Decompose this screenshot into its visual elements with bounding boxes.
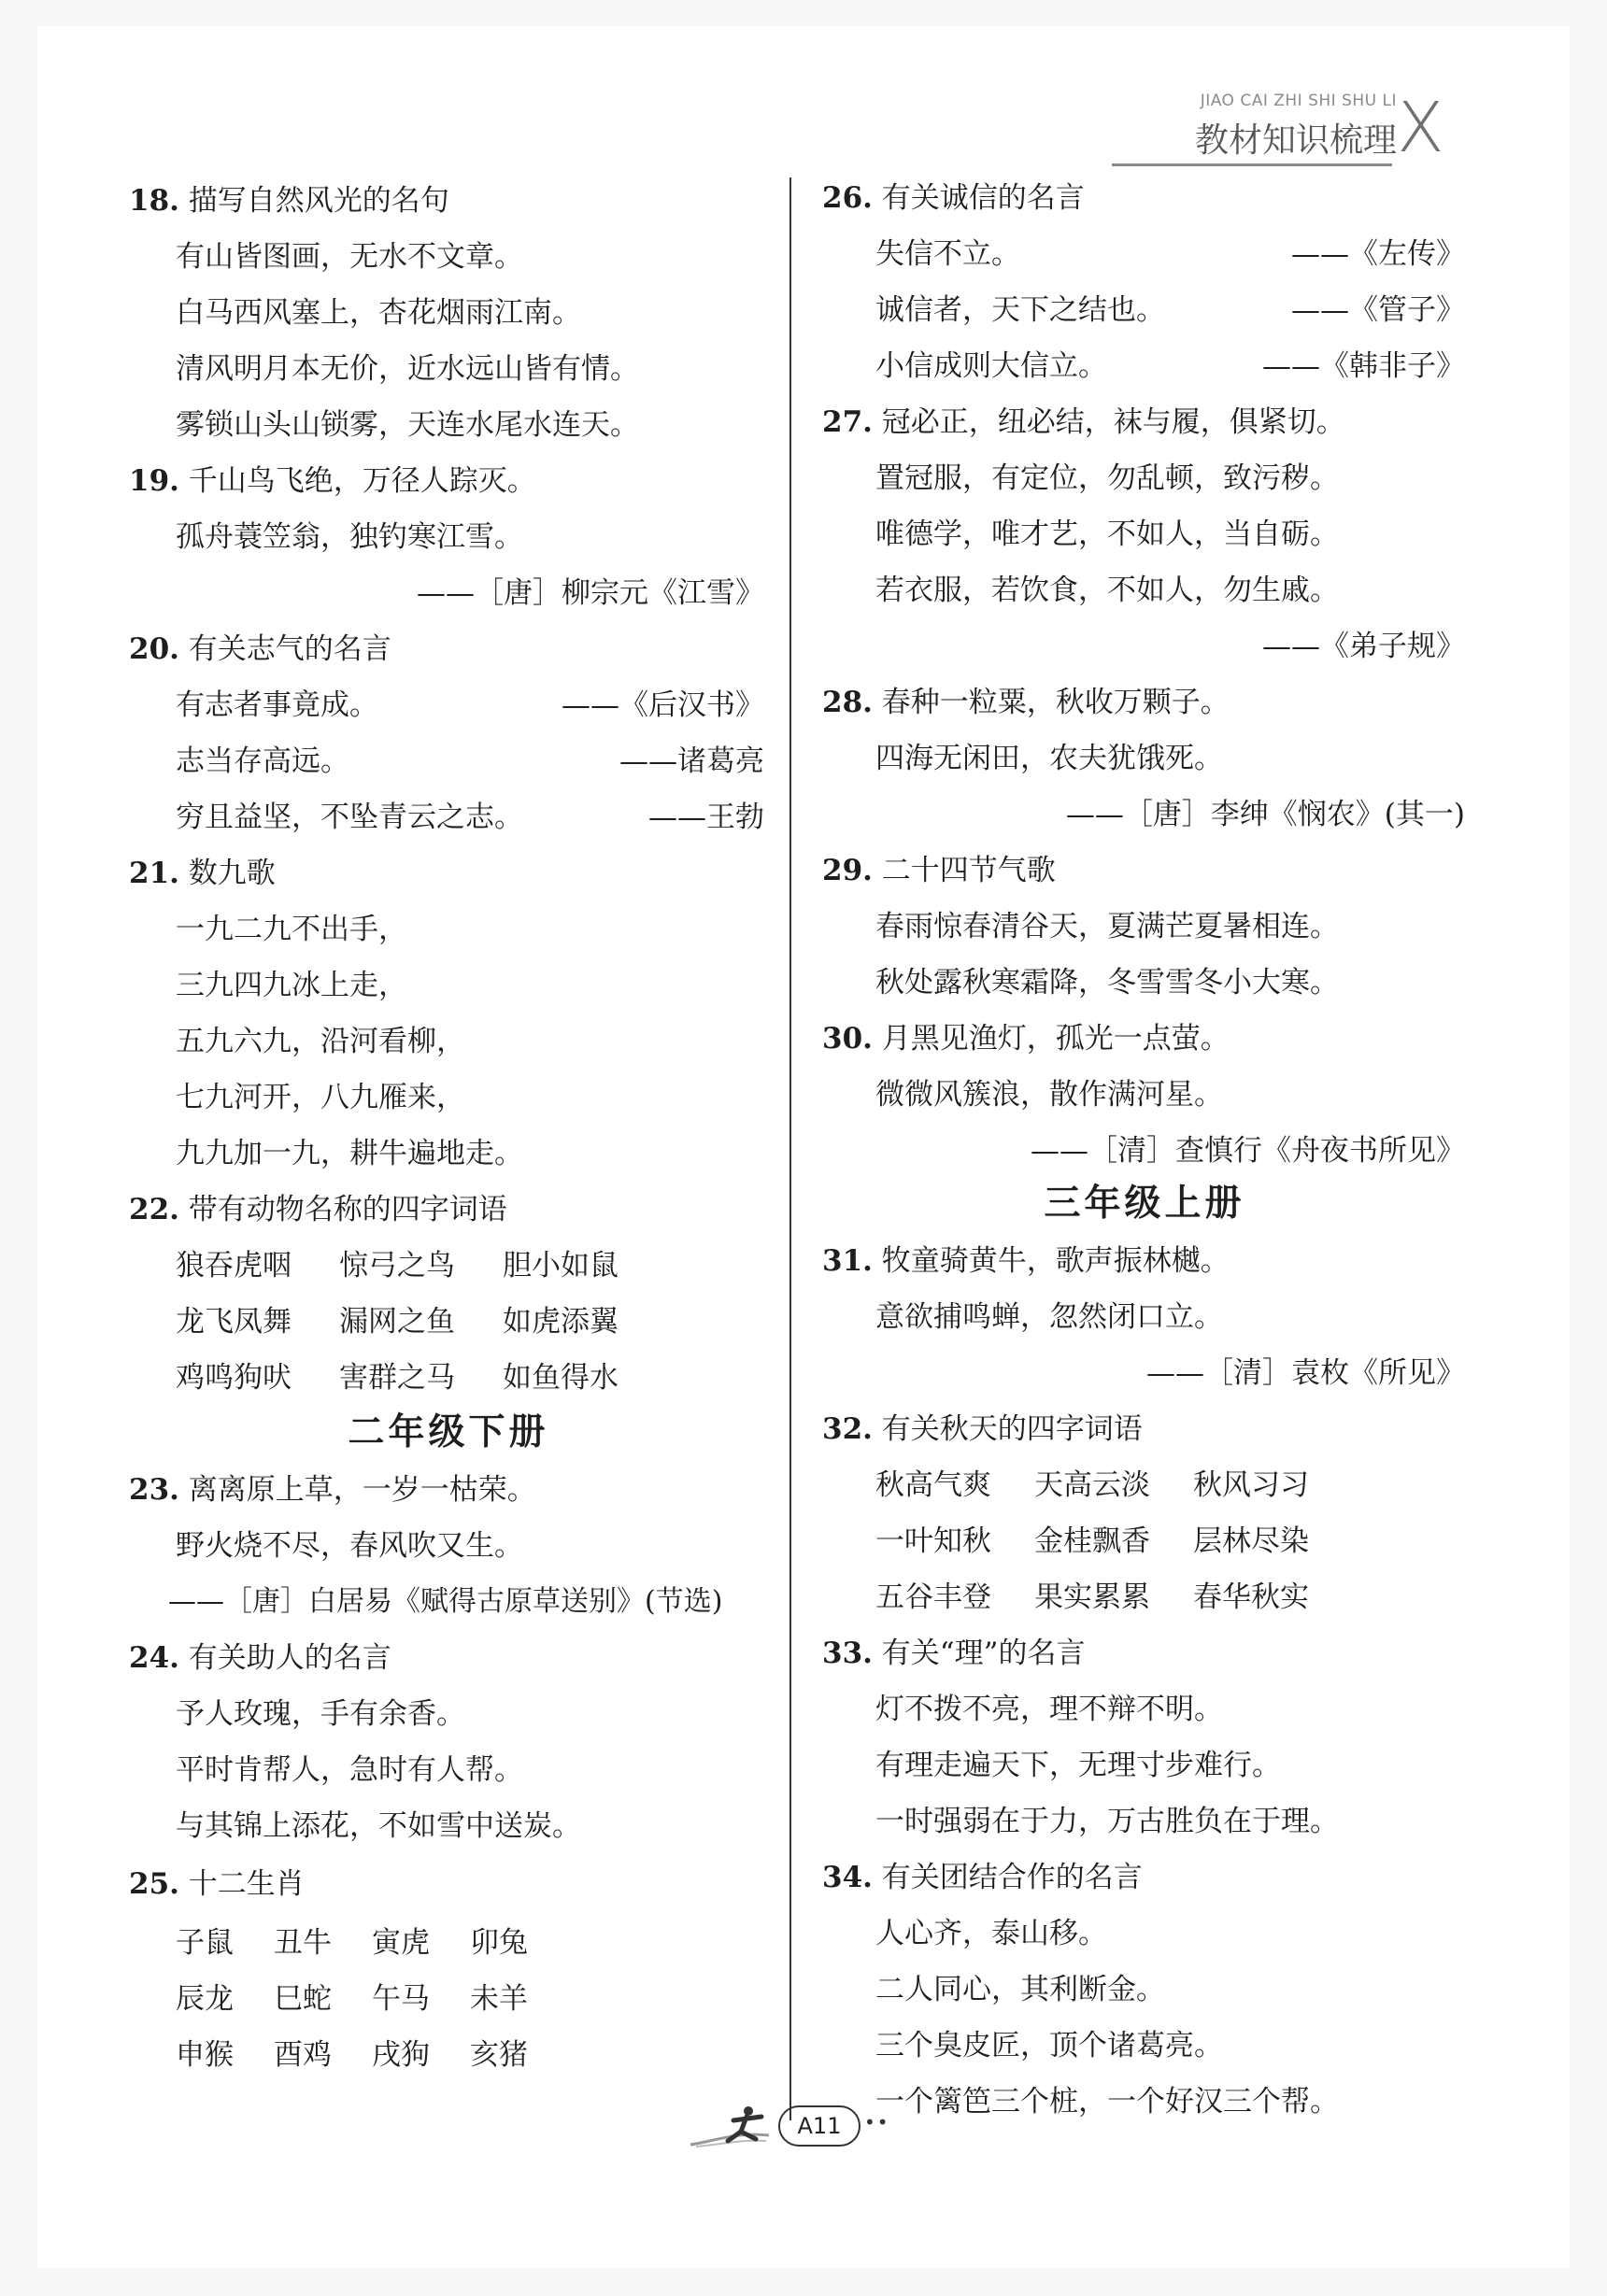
text-line: 秋处露秋寒霜降，冬雪雪冬小大寒。 bbox=[875, 966, 1339, 999]
word-cell: 层林尽染 bbox=[1193, 1524, 1309, 1558]
text-line: 有志者事竟成。 bbox=[176, 688, 378, 722]
source-citation: ——诸葛亮 bbox=[619, 744, 764, 778]
item-heading: 34. 有关团结合作的名言 bbox=[822, 1861, 1143, 1894]
word-cell: 春华秋实 bbox=[1193, 1580, 1309, 1614]
item-heading: 30. 月黑见渔灯，孤光一点萤。 bbox=[822, 1022, 1230, 1056]
text-line: 四海无闲田，农夫犹饿死。 bbox=[875, 742, 1223, 775]
text-line: 置冠服，有定位，勿乱顿，致污秽。 bbox=[875, 461, 1339, 495]
source-citation: ——《左传》 bbox=[1291, 237, 1465, 271]
text-line: 志当存高远。 bbox=[176, 744, 349, 778]
word-cell: 子鼠 bbox=[176, 1926, 234, 1960]
text-line: 平时肯帮人，急时有人帮。 bbox=[176, 1753, 523, 1787]
word-cell: 巳蛇 bbox=[274, 1982, 332, 2016]
item-heading: 26. 有关诚信的名言 bbox=[822, 181, 1085, 215]
word-cell: 如虎添翼 bbox=[503, 1305, 619, 1339]
page-number-area bbox=[687, 2104, 930, 2150]
source-citation: ——《弟子规》 bbox=[1262, 630, 1465, 663]
word-cell: 害群之马 bbox=[339, 1361, 455, 1395]
word-cell: 寅虎 bbox=[372, 1926, 430, 1960]
source-citation: ——王勃 bbox=[648, 801, 764, 834]
text-line: 有理走遍天下，无理寸步难行。 bbox=[875, 1749, 1281, 1782]
text-line: 诚信者，天下之结也。 bbox=[875, 293, 1165, 327]
text-line: 微微风簇浪，散作满河星。 bbox=[875, 1078, 1223, 1112]
header-letter: X bbox=[1397, 88, 1444, 168]
item-heading: 25. 十二生肖 bbox=[129, 1867, 305, 1901]
text-line: 三九四九冰上走， bbox=[176, 969, 407, 1002]
word-cell: 漏网之鱼 bbox=[339, 1305, 455, 1339]
section-heading: 二年级下册 bbox=[348, 1411, 549, 1453]
text-line: 三个臭皮匠，顶个诸葛亮。 bbox=[875, 2029, 1223, 2062]
header-rule bbox=[1112, 163, 1392, 166]
text-line: 五九六九，沿河看柳， bbox=[176, 1025, 465, 1058]
word-cell: 胆小如鼠 bbox=[503, 1249, 619, 1283]
text-line: 穷且益坚，不坠青云之志。 bbox=[176, 801, 523, 834]
word-cell: 秋高气爽 bbox=[875, 1468, 991, 1502]
word-cell: 辰龙 bbox=[176, 1982, 234, 2016]
text-line: 七九河开，八九雁来， bbox=[176, 1081, 465, 1114]
text-line: 一时强弱在于力，万古胜负在于理。 bbox=[875, 1805, 1339, 1838]
page-number: A11 bbox=[778, 2105, 860, 2147]
source-citation: ——《韩非子》 bbox=[1262, 349, 1465, 383]
text-line: 野火烧不尽，春风吹又生。 bbox=[176, 1529, 523, 1563]
item-heading: 18. 描写自然风光的名句 bbox=[129, 184, 449, 218]
item-heading: 23. 离离原上草，一岁一枯荣。 bbox=[129, 1473, 536, 1507]
text-line: 春雨惊春清谷天，夏满芒夏暑相连。 bbox=[875, 910, 1339, 943]
word-cell: 戌狗 bbox=[372, 2038, 430, 2072]
word-cell: 果实累累 bbox=[1034, 1580, 1150, 1614]
page-dots: •• bbox=[864, 2111, 890, 2133]
source-citation: ——《管子》 bbox=[1291, 293, 1465, 327]
text-line: 灯不拨不亮，理不辩不明。 bbox=[875, 1693, 1223, 1726]
item-heading: 24. 有关助人的名言 bbox=[129, 1641, 391, 1675]
text-line: 清风明月本无价，近水远山皆有情。 bbox=[176, 352, 639, 386]
text-line: 白马西风塞上，杏花烟雨江南。 bbox=[176, 296, 581, 330]
column-divider bbox=[789, 177, 791, 2120]
text-line: 唯德学，唯才艺，不如人，当自砺。 bbox=[875, 517, 1339, 551]
text-line: 小信成则大信立。 bbox=[875, 349, 1107, 383]
item-heading: 27. 冠必正，纽必结，袜与履，俱紧切。 bbox=[822, 405, 1345, 439]
text-line: 与其锦上添花，不如雪中送炭。 bbox=[176, 1809, 581, 1843]
word-cell: 未羊 bbox=[470, 1982, 528, 2016]
item-heading: 32. 有关秋天的四字词语 bbox=[822, 1412, 1143, 1446]
text-line: 雾锁山头山锁雾，天连水尾水连天。 bbox=[176, 408, 639, 442]
source-citation: ——［唐］李绅《悯农》(其一) bbox=[1065, 798, 1465, 831]
section-heading: 三年级上册 bbox=[1044, 1183, 1245, 1225]
source-citation: ——《后汉书》 bbox=[562, 688, 764, 722]
header-title: 教材知识梳理 bbox=[1194, 121, 1397, 160]
word-cell: 五谷丰登 bbox=[875, 1580, 991, 1614]
word-cell: 丑牛 bbox=[274, 1926, 332, 1960]
text-line: 失信不立。 bbox=[875, 237, 1020, 271]
word-cell: 亥猪 bbox=[470, 2038, 528, 2072]
text-line: 有山皆图画，无水不文章。 bbox=[176, 240, 523, 274]
word-cell: 秋风习习 bbox=[1193, 1468, 1309, 1502]
text-line: 孤舟蓑笠翁，独钓寒江雪。 bbox=[176, 520, 523, 554]
item-heading: 19. 千山鸟飞绝，万径人踪灭。 bbox=[129, 464, 536, 498]
source-citation: ——［清］查慎行《舟夜书所见》 bbox=[1031, 1134, 1465, 1168]
text-line: 若衣服，若饮食，不如人，勿生戚。 bbox=[875, 574, 1339, 607]
word-cell: 狼吞虎咽 bbox=[176, 1249, 292, 1283]
text-line: 予人玫瑰，手有余香。 bbox=[176, 1697, 465, 1731]
item-heading: 21. 数九歌 bbox=[129, 857, 276, 890]
text-line: 二人同心，其利断金。 bbox=[875, 1973, 1165, 2006]
item-heading: 22. 带有动物名称的四字词语 bbox=[129, 1193, 507, 1226]
item-heading: 28. 春种一粒粟，秋收万颗子。 bbox=[822, 686, 1230, 719]
header-pinyin: JIAO CAI ZHI SHI SHU LI bbox=[1200, 92, 1397, 110]
item-heading: 29. 二十四节气歌 bbox=[822, 854, 1056, 887]
word-cell: 如鱼得水 bbox=[503, 1361, 619, 1395]
text-line: 意欲捕鸣蝉，忽然闭口立。 bbox=[875, 1300, 1223, 1334]
item-heading: 33. 有关“理”的名言 bbox=[822, 1637, 1086, 1670]
word-cell: 申猴 bbox=[176, 2038, 234, 2072]
text-line: 一个篱笆三个桩，一个好汉三个帮。 bbox=[875, 2085, 1339, 2119]
word-cell: 酉鸡 bbox=[274, 2038, 332, 2072]
word-cell: 惊弓之鸟 bbox=[339, 1249, 455, 1283]
word-cell: 天高云淡 bbox=[1034, 1468, 1150, 1502]
item-heading: 20. 有关志气的名言 bbox=[129, 632, 391, 666]
source-citation: ——［清］袁枚《所见》 bbox=[1146, 1356, 1465, 1390]
text-line: 一九二九不出手， bbox=[176, 913, 407, 946]
source-citation: ——［唐］柳宗元《江雪》 bbox=[417, 576, 764, 610]
text-line: 人心齐，泰山移。 bbox=[875, 1917, 1107, 1950]
word-cell: 龙飞凤舞 bbox=[176, 1305, 292, 1339]
item-heading: 31. 牧童骑黄牛，歌声振林樾。 bbox=[822, 1244, 1230, 1278]
word-cell: 金桂飘香 bbox=[1034, 1524, 1150, 1558]
word-cell: 午马 bbox=[372, 1982, 430, 2016]
word-cell: 鸡鸣狗吠 bbox=[176, 1361, 292, 1395]
text-line: 九九加一九，耕牛遍地走。 bbox=[176, 1137, 523, 1170]
source-citation: ——［唐］白居易《赋得古原草送别》(节选) bbox=[168, 1585, 723, 1618]
runner-logo-icon bbox=[687, 2104, 775, 2150]
word-cell: 一叶知秋 bbox=[875, 1524, 991, 1558]
word-cell: 卯兔 bbox=[470, 1926, 528, 1960]
